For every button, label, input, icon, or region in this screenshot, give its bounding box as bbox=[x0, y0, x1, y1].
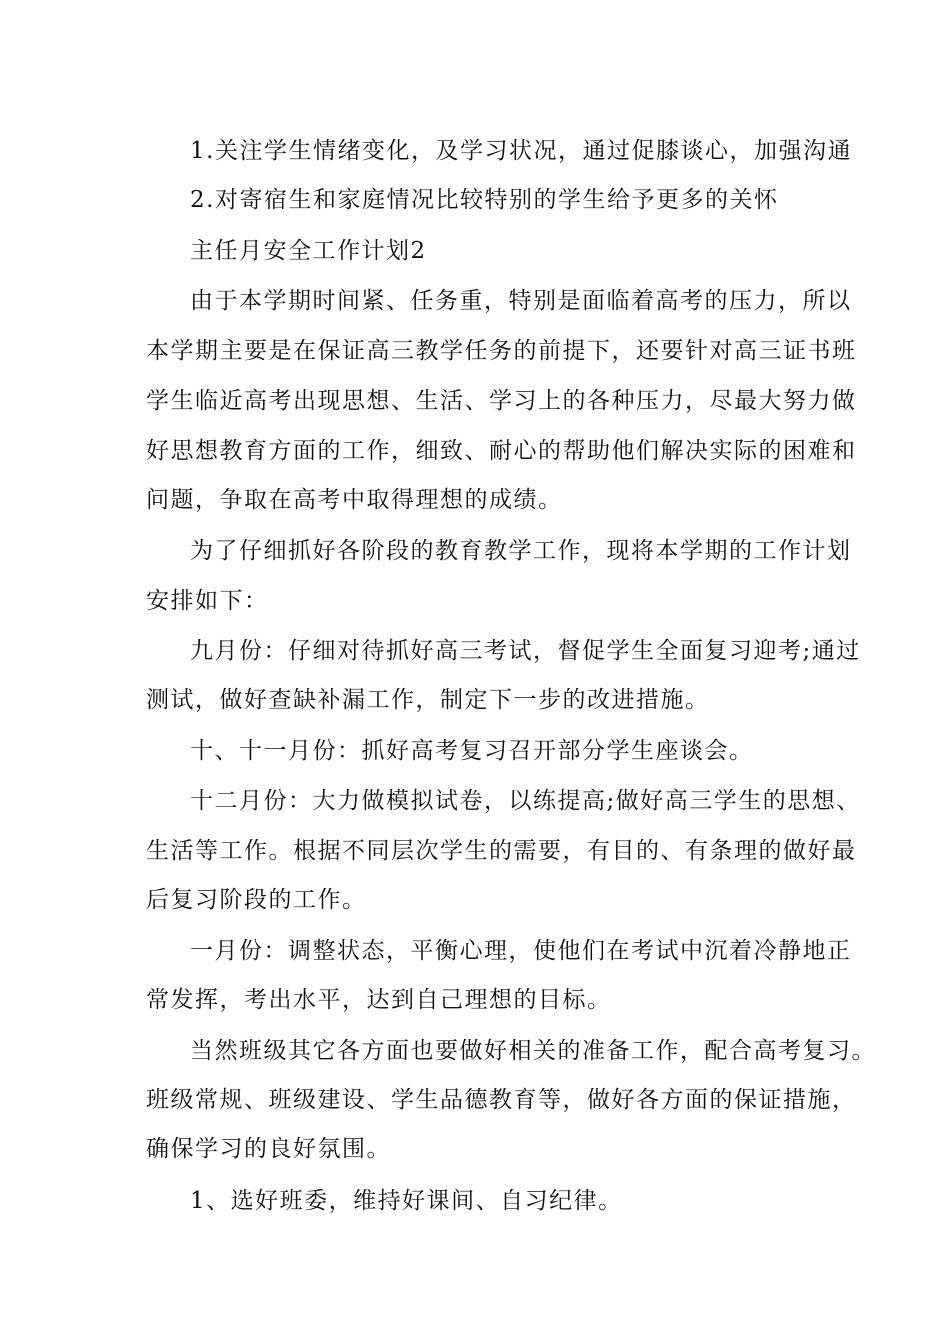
section-heading: 主任月安全工作计划2 bbox=[190, 238, 427, 264]
paragraph-3-line-2: 班级常规、班级建设、学生品德教育等，做好各方面的保证措施， bbox=[146, 1087, 857, 1113]
january-line-1: 一月份：调整状态，平衡心理，使他们在考试中沉着冷静地正 bbox=[190, 938, 852, 964]
paragraph-1-line-4: 好思想教育方面的工作，细致、耐心的帮助他们解决实际的困难和 bbox=[146, 438, 857, 464]
paragraph-1-line-5: 问题，争取在高考中取得理想的成绩。 bbox=[146, 487, 563, 513]
text-line-1: 1.关注学生情绪变化，及学习状况，通过促膝谈心，加强沟通 bbox=[190, 138, 852, 164]
september-line-1: 九月份：仔细对待抓好高三考试，督促学生全面复习迎考;通过 bbox=[190, 638, 861, 664]
september-line-2: 测试，做好查缺补漏工作，制定下一步的改进措施。 bbox=[146, 687, 710, 713]
paragraph-1-line-2: 本学期主要是在保证高三教学任务的前提下，还要针对高三证书班 bbox=[146, 338, 857, 364]
paragraph-2-line-1: 为了仔细抓好各阶段的教育教学工作，现将本学期的工作计划 bbox=[190, 538, 852, 564]
paragraph-3-line-1: 当然班级其它各方面也要做好相关的准备工作，配合高考复习。 bbox=[190, 1038, 876, 1064]
december-line-2: 生活等工作。根据不同层次学生的需要，有目的、有条理的做好最 bbox=[146, 838, 857, 864]
oct-nov-line: 十、十一月份：抓好高考复习召开部分学生座谈会。 bbox=[190, 738, 754, 764]
paragraph-2-line-2: 安排如下： bbox=[146, 588, 269, 614]
paragraph-3-line-3: 确保学习的良好氛围。 bbox=[146, 1136, 391, 1162]
december-line-1: 十二月份：大力做模拟试卷，以练提高;做好高三学生的思想、 bbox=[190, 788, 861, 814]
list-item-1: 1、选好班委，维持好课间、自习纪律。 bbox=[190, 1188, 623, 1214]
paragraph-1-line-3: 学生临近高考出现思想、生活、学习上的各种压力，尽最大努力做 bbox=[146, 388, 857, 414]
december-line-3: 后复习阶段的工作。 bbox=[146, 887, 367, 913]
paragraph-1-line-1: 由于本学期时间紧、任务重，特别是面临着高考的压力，所以 bbox=[190, 288, 852, 314]
text-line-2: 2.对寄宿生和家庭情况比较特别的学生给予更多的关怀 bbox=[190, 187, 779, 213]
january-line-2: 常发挥，考出水平，达到自己理想的目标。 bbox=[146, 987, 612, 1013]
